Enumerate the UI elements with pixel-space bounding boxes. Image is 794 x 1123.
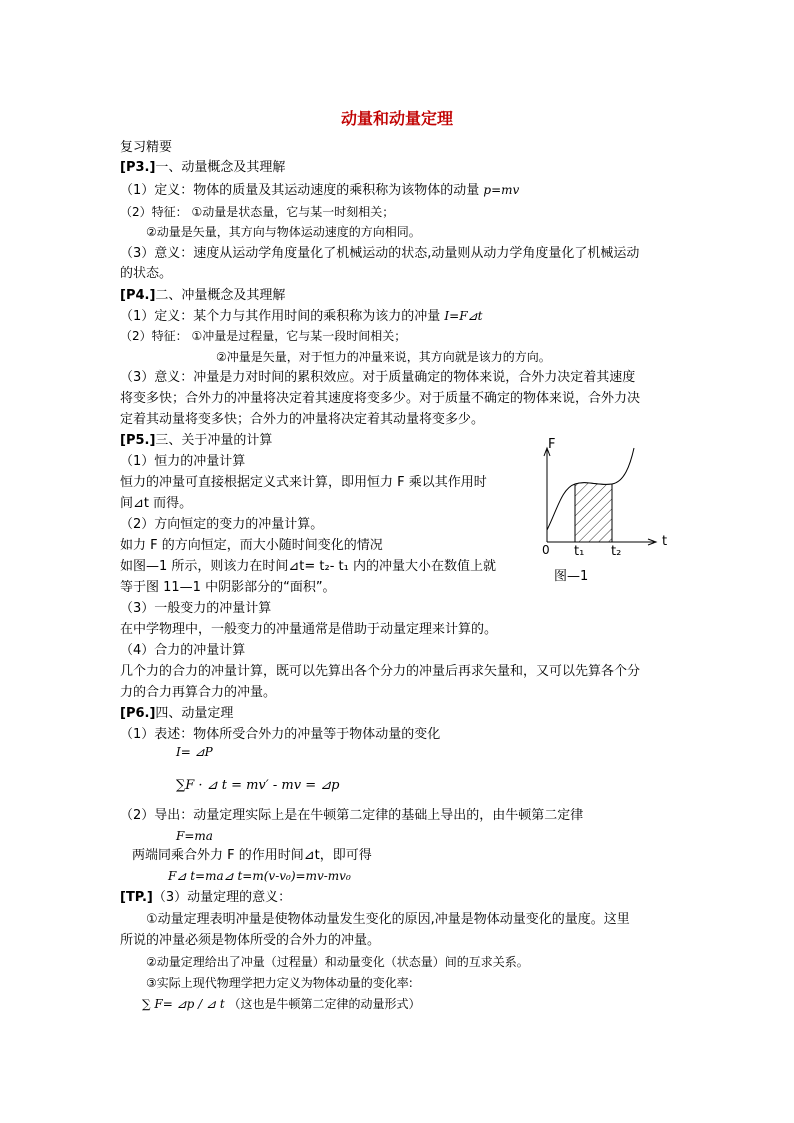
- section-tag: [P6.]: [120, 706, 156, 721]
- impulse-meaning-1: （3）意义：冲量是力对时间的累积效应。对于质量确定的物体来说，合外力决定着其速度: [120, 370, 636, 385]
- theorem-equation-3: F⊿ t=ma⊿ t=m(v-v₀)=mv-mv₀: [168, 869, 351, 883]
- f-axis-label: F: [548, 437, 556, 452]
- newton-second-law: F=ma: [176, 829, 213, 843]
- impulse-feature-1: （2）特征： ①冲量是过程量，它与某一段时间相关；: [120, 329, 407, 343]
- momentum-feature-2: ②动量是矢量，其方向与物体运动速度的方向相同。: [146, 225, 421, 239]
- impulse-meaning-2: 将变多快；合外力的冲量将决定着其速度将变多少。对于质量不确定的物体来说，合外力决: [120, 391, 641, 406]
- momentum-definition: [120, 180, 519, 201]
- variable-force-text-3: 等于图 11—1 中阴影部分的“面积”。: [120, 580, 336, 595]
- constant-force-text-2: 间⊿t 而得。: [120, 496, 193, 511]
- meaning-point-1a: ①动量定理表明冲量是使物体动量发生变化的原因,冲量是物体动量变化的量度。这里: [146, 912, 630, 927]
- page-title: 动量和动量定理: [340, 109, 453, 128]
- meaning-point-3: ③实际上现代物理学把力定义为物体动量的变化率:: [146, 976, 413, 990]
- momentum-formula: p=mv: [483, 183, 520, 197]
- section-title: 一、动量概念及其理解: [155, 160, 286, 175]
- section-3-heading: [120, 431, 272, 451]
- meaning-point-2: ②动量定理给出了冲量（过程量）和动量变化（状态量）间的互求关系。: [146, 955, 529, 969]
- variable-force-text-1: 如力 F 的方向恒定，而大小随时间变化的情况: [120, 538, 383, 553]
- momentum-feature-1: （2）特征： ①动量是状态量，它与某一时刻相关；: [120, 205, 395, 219]
- section-tag: [TP.]: [120, 890, 153, 905]
- review-heading: 复习精要: [120, 140, 173, 155]
- t2-label: t₂: [611, 544, 622, 559]
- origin-label: 0: [542, 543, 550, 557]
- definition-text: （1）定义：某个力与其作用时间的乘积称为该力的冲量: [120, 309, 441, 324]
- variable-force-text-2: 如图—1 所示，则该力在时间⊿t= t₂- t₁ 内的冲量大小在数值上就: [120, 559, 496, 574]
- figure-caption: 图—1: [554, 569, 589, 584]
- general-force-text: 在中学物理中，一般变力的冲量通常是借助于动量定理来计算的。: [120, 622, 498, 637]
- section-title: 三、关于冲量的计算: [155, 433, 273, 448]
- definition-text: （1）定义：物体的质量及其运动速度的乘积称为该物体的动量: [120, 183, 480, 198]
- derivation-step: 两端同乘合外力 F 的作用时间⊿t，即可得: [132, 848, 372, 863]
- constant-force-heading: （1）恒力的冲量计算: [120, 454, 246, 469]
- impulse-meaning-3: 定着其动量将变多快；合外力的冲量将决定着其动量将变多少。: [120, 412, 485, 427]
- theorem-equation-1: I= ⊿P: [176, 745, 213, 759]
- impulse-feature-2: ②冲量是矢量，对于恒力的冲量来说，其方向就是该力的方向。: [216, 350, 551, 364]
- section-tag: [P5.]: [120, 433, 156, 448]
- theorem-equation-2: ∑F · ⊿ t = mv′ - mv = ⊿p: [176, 778, 340, 793]
- section-5-heading: [120, 888, 291, 908]
- section-2-heading: [120, 286, 285, 306]
- net-force-heading: （4）合力的冲量计算: [120, 643, 246, 658]
- t-axis-label: t: [662, 534, 668, 549]
- theorem-derivation: （2）导出：动量定理实际上是在牛顿第二定律的基础上导出的，由牛顿第二定律: [120, 808, 584, 823]
- meaning-point-1b: 所说的冲量必须是物体所受的合外力的冲量。: [120, 933, 381, 948]
- impulse-definition: [120, 306, 482, 327]
- theorem-statement: （1）表述：物体所受合外力的冲量等于物体动量的变化: [120, 727, 441, 742]
- section-4-heading: [120, 704, 233, 724]
- variable-force-heading: （2）方向恒定的变力的冲量计算。: [120, 517, 324, 532]
- shaded-impulse-area: [575, 483, 612, 542]
- net-force-text-2: 力的合力再算合力的冲量。: [120, 685, 277, 700]
- section-1-heading: [120, 158, 285, 178]
- momentum-meaning-1: （3）意义：速度从运动学角度量化了机械运动的状态,动量则从动力学角度量化了机械运动: [120, 246, 640, 261]
- section-title: 二、冲量概念及其理解: [155, 288, 286, 303]
- force-time-graph: [532, 430, 682, 590]
- formula-note: （这也是牛顿第二定律的动量形式）: [228, 997, 421, 1011]
- force-rate-formula: ∑ F= ⊿p / ⊿ t: [142, 997, 225, 1011]
- section-title: 四、动量定理: [155, 706, 234, 721]
- general-force-heading: （3）一般变力的冲量计算: [120, 601, 272, 616]
- net-force-text-1: 几个力的合力的冲量计算，既可以先算出各个分力的冲量后再求矢量和，又可以先算各个分: [120, 664, 641, 679]
- t1-label: t₁: [574, 544, 585, 559]
- momentum-form-equation: [142, 994, 421, 1014]
- section-title: （3）动量定理的意义：: [152, 890, 292, 905]
- impulse-formula: I=F⊿t: [444, 309, 483, 323]
- section-tag: [P4.]: [120, 288, 156, 303]
- section-tag: [P3.]: [120, 160, 156, 175]
- constant-force-text-1: 恒力的冲量可直接根据定义式来计算，即用恒力 F 乘以其作用时: [120, 475, 487, 490]
- momentum-meaning-2: 的状态。: [120, 266, 173, 281]
